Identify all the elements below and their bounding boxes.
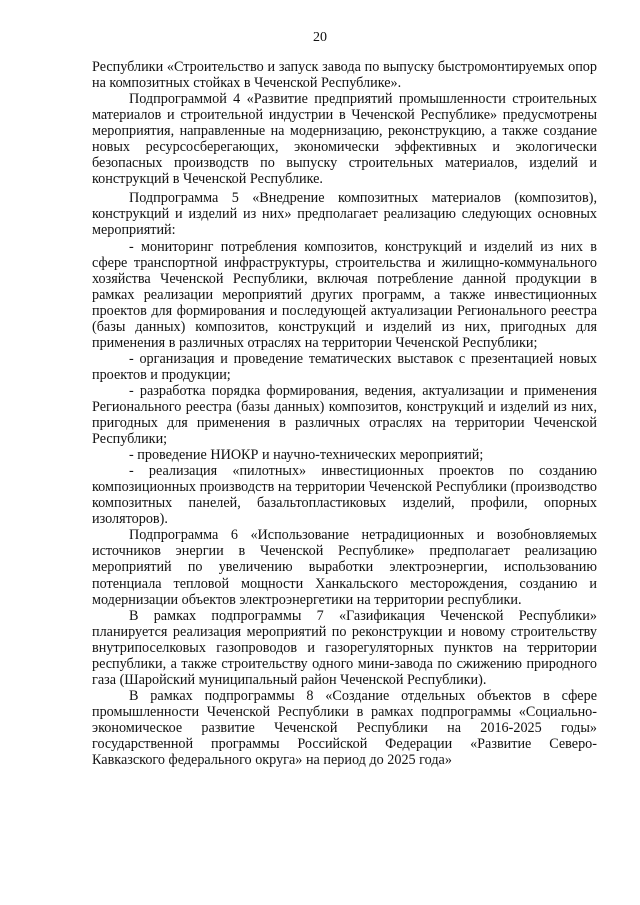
list-item-registry: - разработка порядка формирования, ведения, актуализации и применения Регионального реестра (базы данных) композитов, конструкций и изделий из них, пригодных для применения в различных отраслях на территории Чеченской Республики; [92, 382, 597, 448]
document-body [92, 59, 597, 768]
paragraph-subprogram-4: Подпрограммой 4 «Развитие предприятий промышленности строительных материалов и строительной индустрии в Чеченской Республике» предусмотрены мероприятия, направленные на модернизацию, реконструкцию, а также создание новых ресурсосберегающих, экономически эффективных и экологически безопасных производств по выпуску строительных материалов, изделий и конструкций в Чеченской Республике. [92, 91, 597, 188]
paragraph-subprogram-6: Подпрограмма 6 «Использование нетрадиционных и возобновляемых источников энергии в Чеченской Республике» предполагает реализацию мероприятий по увеличению выработки электроэнергии, использованию потенциала тепловой мощности Ханкальского месторождения, созданию и модернизации объектов электроэнергетики на территории республики. [92, 527, 597, 608]
paragraph-subprogram-5-intro: Подпрограмма 5 «Внедрение композитных материалов (композитов), конструкций и изделий из них» предполагает реализацию следующих основных мероприятий: [92, 190, 597, 239]
paragraph-continuation: Республики «Строительство и запуск завода по выпуску быстромонтируемых опор на композитных стойках в Чеченской Республике». [92, 59, 597, 92]
list-item-exhibitions: - организация и проведение тематических выставок с презентацией новых проектов и продукции; [92, 350, 597, 383]
list-item-monitoring: - мониторинг потребления композитов, конструкций и изделий из них в сфере транспортной инфраструктуры, строительства и жилищно-коммунального хозяйства Чеченской Республики, включая потребление данной продукции в рамках реализации мероприятий других программ, а также инвестиционных проектов для формирования и последующей актуализации Регионального реестра (базы данных) композитов, конструкций и изделий из них, пригодных для применения в различных отраслях на территории Чеченской Республики; [92, 238, 597, 351]
list-item-pilot-projects: - реализация «пилотных» инвестиционных проектов по созданию композиционных производств на территории Чеченской Республики (производство композитных панелей, базальтопластиковых изделий, профили, опорных изоляторов). [92, 463, 597, 528]
page-number: 20 [313, 30, 327, 45]
list-item-research: - проведение НИОКР и научно-технических мероприятий; [129, 447, 484, 464]
paragraph-subprogram-7: В рамках подпрограммы 7 «Газификация Чеченской Республики» планируется реализация мероприятий по реконструкции и новому строительству внутрипоселковых газопроводов и газорегуляторных пунктов на территории республики, а также строительству одного мини-завода по сжижению природного газа (Шаройский муниципальный район Чеченской Республики). [92, 607, 597, 688]
paragraph-subprogram-8: В рамках подпрограммы 8 «Создание отдельных объектов в сфере промышленности Чеченской Республики в рамках подпрограммы «Социально-экономическое развитие Чеченской Республики на 2016-2025 годы» государственной программы Российской Федерации «Развитие Северо-Кавказского федерального округа» на период до 2025 года» [92, 687, 597, 769]
